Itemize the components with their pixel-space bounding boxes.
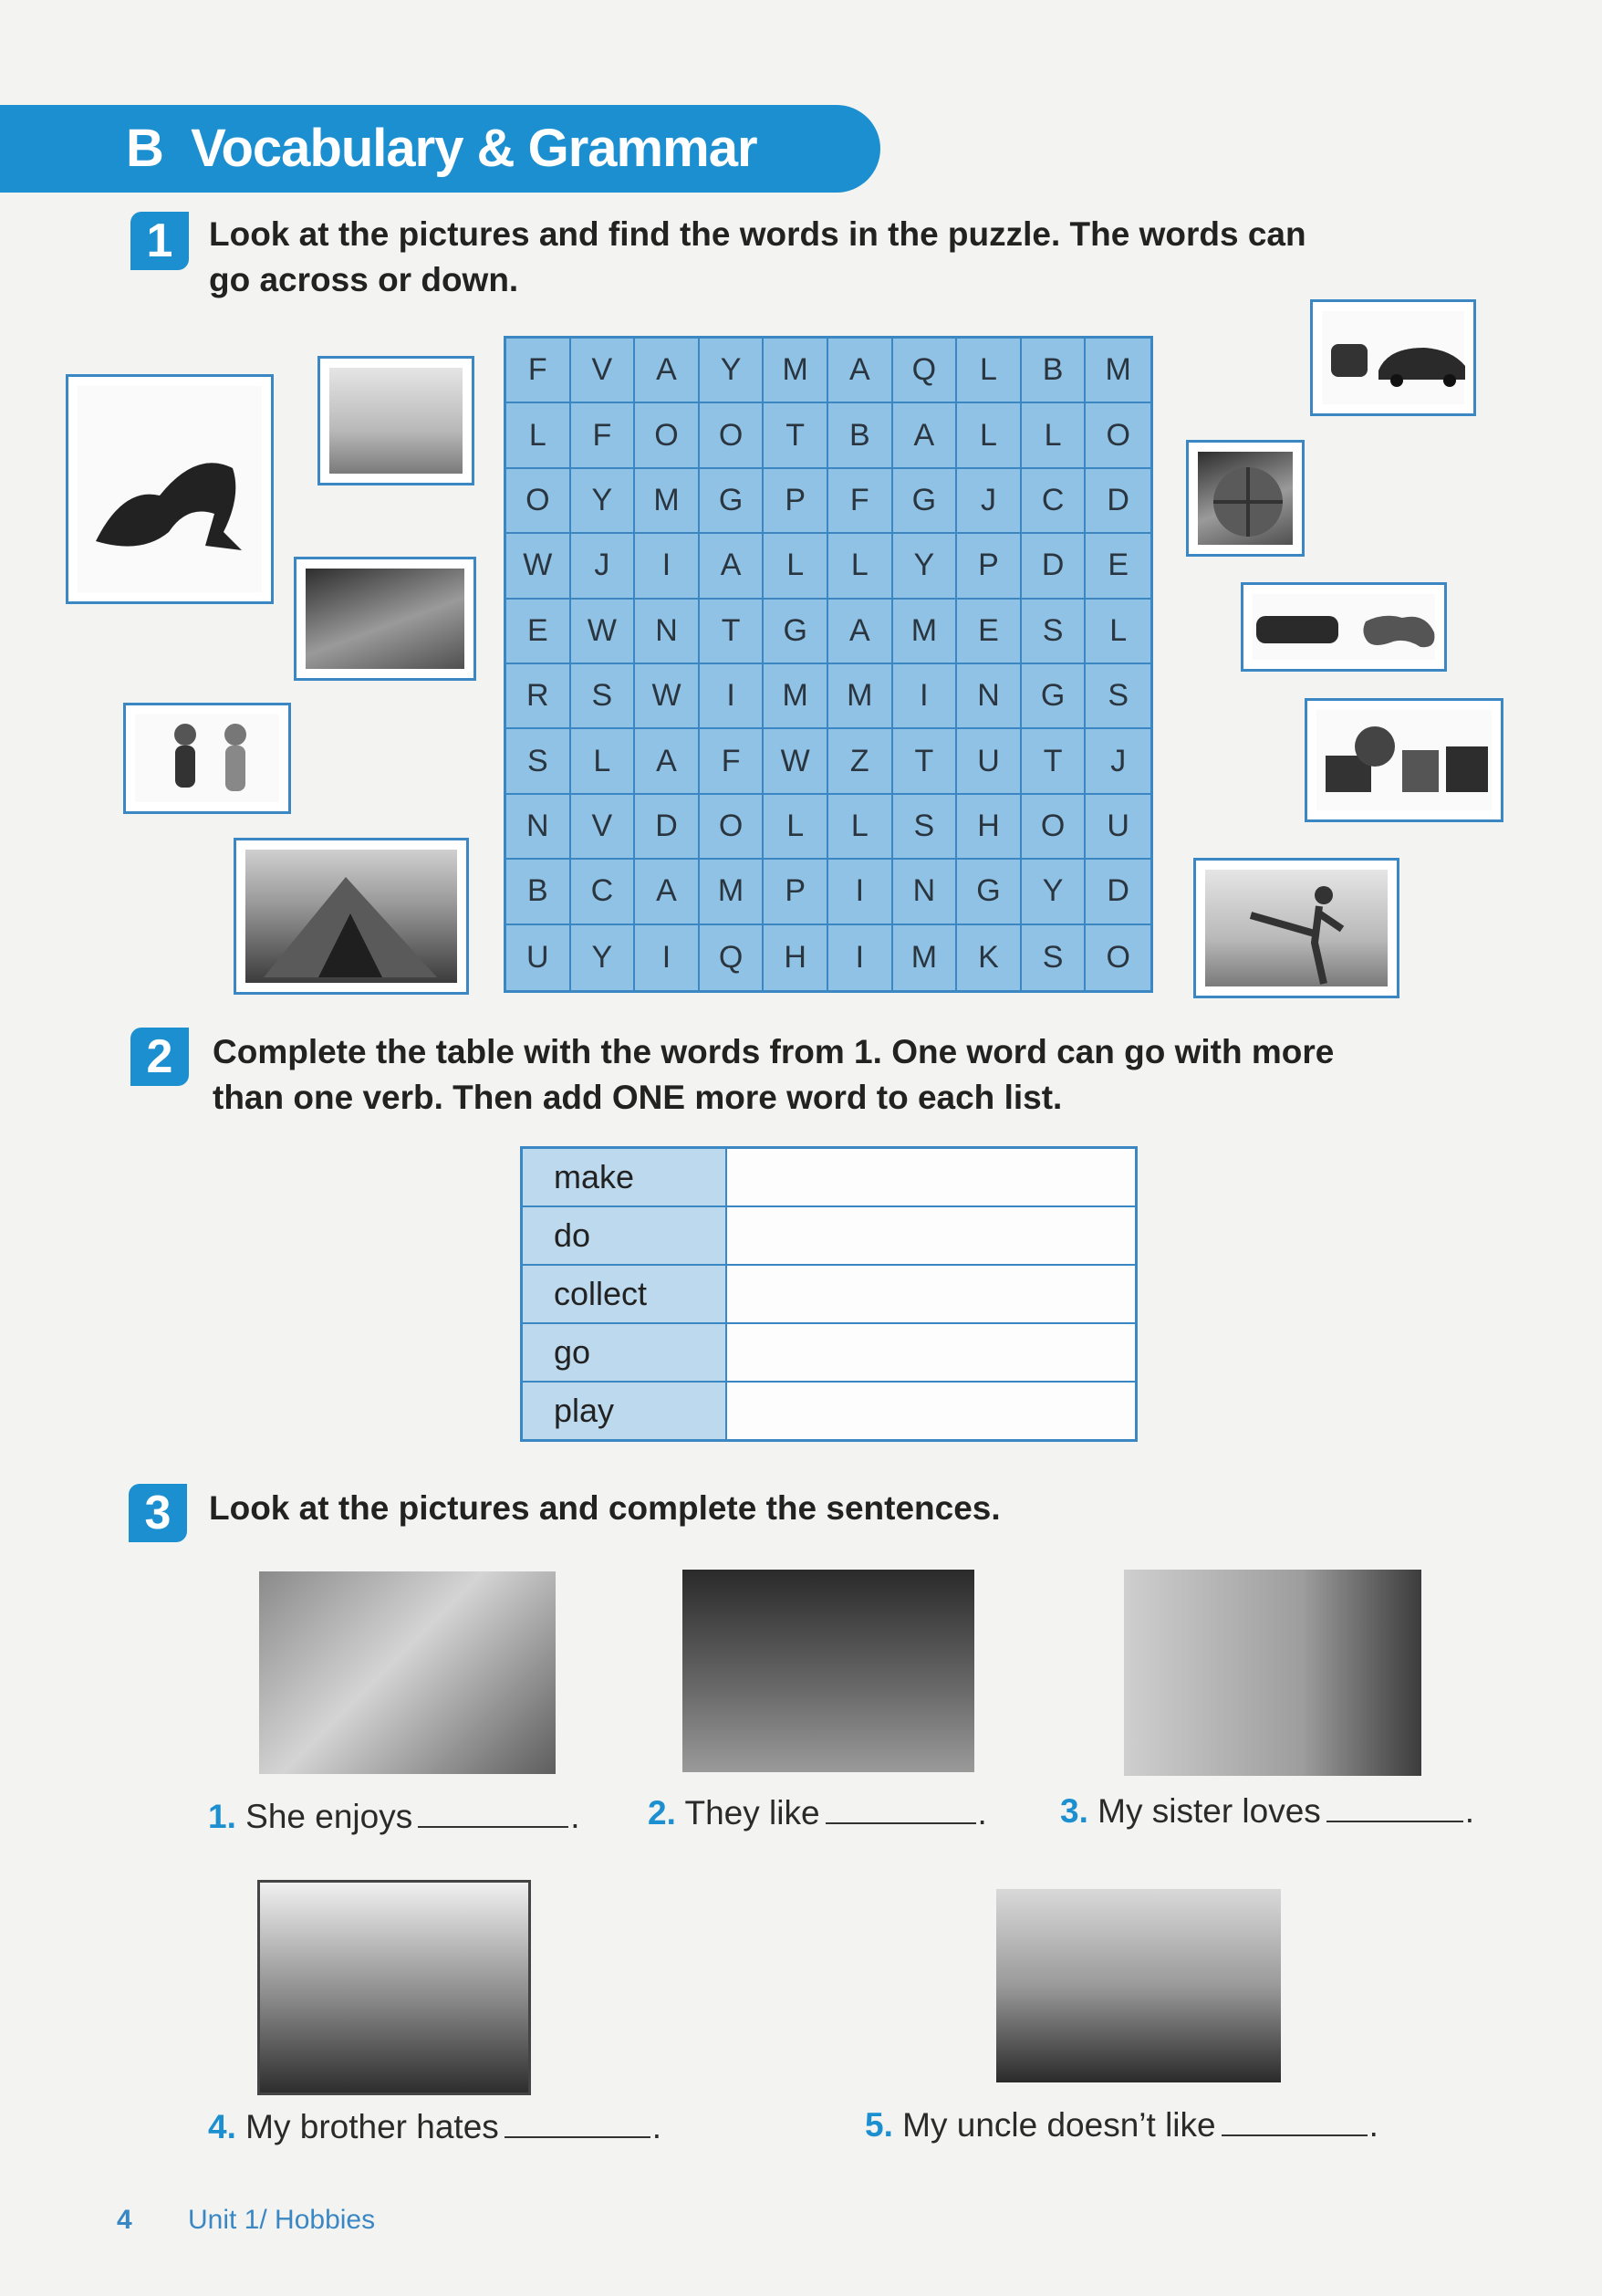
answer-blank[interactable] [1326, 1795, 1463, 1822]
toys-icon [1320, 719, 1493, 801]
verb-cell: go [522, 1323, 727, 1382]
sentence-number: 5. [865, 2106, 893, 2144]
puzzle-letter-cell[interactable]: A [635, 860, 700, 924]
puzzle-letter-cell[interactable]: Q [893, 339, 958, 403]
exercise-3-number: 3 [144, 1487, 172, 1539]
puzzle-letter-cell[interactable]: I [893, 664, 958, 729]
puzzle-letter-cell[interactable]: F [700, 729, 765, 794]
puzzle-letter-cell[interactable]: N [893, 860, 958, 924]
puzzle-letter-cell[interactable]: F [828, 469, 893, 534]
puzzle-letter-cell[interactable]: I [635, 534, 700, 599]
toy-cars-photo [1310, 299, 1476, 416]
football-photo [1186, 440, 1305, 557]
verb-cell: make [522, 1148, 727, 1207]
unit-label: Unit 1/ Hobbies [188, 2205, 376, 2235]
puzzle-letter-cell[interactable]: O [1022, 795, 1087, 860]
sentence-3: 3. My sister loves . [1060, 1792, 1475, 1830]
puzzle-letter-cell[interactable]: I [828, 860, 893, 924]
puzzle-letter-cell[interactable]: P [764, 860, 828, 924]
puzzle-letter-cell[interactable]: H [764, 925, 828, 990]
exercise-1-badge [130, 212, 189, 270]
exercise-3-instruction: Look at the pictures and complete the sentences. [209, 1489, 1001, 1527]
sentence-2: 2. They like . [648, 1794, 987, 1832]
yoga-photo [66, 374, 274, 604]
puzzle-letter-cell[interactable]: S [506, 729, 571, 794]
puzzle-letter-cell[interactable]: J [1086, 729, 1150, 794]
answer-blank[interactable] [505, 2111, 650, 2138]
sentence-4: 4. My brother hates . [208, 2108, 662, 2145]
exercise-2-instruction [213, 1029, 1508, 1121]
puzzle-letter-cell[interactable]: M [893, 600, 958, 664]
puzzle-letter-cell[interactable]: L [957, 403, 1022, 468]
puzzle-letter-cell[interactable]: S [1022, 925, 1087, 990]
puzzle-letter-cell[interactable]: V [571, 795, 636, 860]
puzzle-letter-cell[interactable]: W [635, 664, 700, 729]
puzzle-letter-cell[interactable]: M [828, 664, 893, 729]
puzzle-letter-cell[interactable]: D [1086, 469, 1150, 534]
puzzle-letter-cell[interactable]: N [506, 795, 571, 860]
puzzle-letter-cell[interactable]: E [957, 600, 1022, 664]
puzzle-letter-cell[interactable]: T [700, 600, 765, 664]
table-row [522, 1206, 1137, 1265]
puzzle-letter-cell[interactable]: Z [828, 729, 893, 794]
section-banner [0, 105, 880, 193]
puzzle-letter-cell[interactable]: G [893, 469, 958, 534]
table-row [522, 1382, 1137, 1441]
puzzle-letter-cell[interactable]: I [635, 925, 700, 990]
puzzle-letter-cell[interactable]: P [957, 534, 1022, 599]
puzzle-letter-cell[interactable]: N [957, 664, 1022, 729]
puzzle-letter-cell[interactable]: L [1022, 403, 1087, 468]
answer-blank[interactable] [418, 1800, 568, 1828]
puzzle-letter-cell[interactable]: W [506, 534, 571, 599]
puzzle-letter-cell[interactable]: Y [571, 925, 636, 990]
puzzle-letter-cell[interactable]: G [1022, 664, 1087, 729]
answer-cell[interactable] [726, 1148, 1137, 1207]
puzzle-letter-cell[interactable]: A [700, 534, 765, 599]
section-title: B Vocabulary & Grammar [126, 119, 757, 178]
cooking-photo [259, 1571, 556, 1774]
puzzle-letter-cell[interactable]: T [764, 403, 828, 468]
verb-table [520, 1146, 1138, 1442]
exercise-1-instruction-line-1: Look at the pictures and find the words in the puzzle. The words can [209, 215, 1306, 253]
puzzle-letter-cell[interactable]: M [635, 469, 700, 534]
puzzle-letter-cell[interactable]: G [700, 469, 765, 534]
puzzle-letter-cell[interactable]: W [764, 729, 828, 794]
puzzle-letter-cell[interactable]: U [1086, 795, 1150, 860]
puzzle-letter-cell[interactable]: P [764, 469, 828, 534]
singing-photo [996, 1889, 1281, 2082]
puzzle-letter-cell[interactable]: E [506, 600, 571, 664]
puzzle-letter-cell[interactable]: T [893, 729, 958, 794]
puzzle-letter-cell[interactable]: O [700, 403, 765, 468]
yoga-figure-icon [87, 432, 260, 559]
puzzle-letter-cell[interactable]: Y [1022, 860, 1087, 924]
puzzle-letter-cell[interactable]: H [957, 795, 1022, 860]
exercise-1-instruction [209, 212, 1504, 303]
puzzle-letter-cell[interactable]: M [764, 664, 828, 729]
puzzle-letter-cell[interactable]: K [957, 925, 1022, 990]
sentence-number: 4. [208, 2108, 236, 2145]
dolls-photo [123, 703, 291, 814]
exercise-2-instruction-line-1: Complete the table with the words from 1. One word can go with more [213, 1033, 1335, 1070]
puzzle-letter-cell[interactable]: A [828, 339, 893, 403]
puzzle-letter-cell[interactable]: I [828, 925, 893, 990]
puzzle-letter-cell[interactable]: J [957, 469, 1022, 534]
sentence-1: 1. She enjoys . [208, 1798, 580, 1835]
sentence-5: 5. My uncle doesn’t like . [865, 2106, 1378, 2144]
verb-cell: collect [522, 1265, 727, 1323]
ball-icon [1207, 461, 1289, 543]
puzzle-letter-cell[interactable]: T [1022, 729, 1087, 794]
puzzle-letter-cell[interactable]: L [764, 795, 828, 860]
puzzle-letter-cell[interactable]: R [506, 664, 571, 729]
puzzle-letter-cell[interactable]: A [635, 729, 700, 794]
answer-blank[interactable] [1222, 2109, 1368, 2136]
puzzle-letter-cell[interactable]: E [1086, 534, 1150, 599]
puzzle-letter-cell[interactable]: S [1022, 600, 1087, 664]
toy-cars-icon [1324, 329, 1470, 393]
puzzle-letter-cell[interactable]: A [828, 600, 893, 664]
swimming-photo [294, 557, 476, 681]
karate-photo [1193, 858, 1399, 998]
puzzle-letter-cell[interactable]: L [571, 729, 636, 794]
verb-cell: play [522, 1382, 727, 1441]
game-console-icon [1256, 605, 1439, 656]
puzzle-letter-cell[interactable]: L [957, 339, 1022, 403]
puzzle-letter-cell[interactable]: O [700, 795, 765, 860]
exercise-3-badge [129, 1484, 187, 1542]
puzzle-letter-cell[interactable]: L [1086, 600, 1150, 664]
sentence-text: My brother hates [245, 2108, 499, 2145]
magnifying-glass-photo [257, 1880, 531, 2095]
puzzle-letter-cell[interactable]: S [1086, 664, 1150, 729]
sentence-text: She enjoys [245, 1798, 413, 1835]
puzzle-letter-cell[interactable]: C [1022, 469, 1087, 534]
table-row [522, 1323, 1137, 1382]
sentence-number: 2. [648, 1794, 676, 1832]
puzzle-letter-cell[interactable]: Y [571, 469, 636, 534]
exercise-2-badge [130, 1028, 189, 1086]
puzzle-letter-cell[interactable]: L [828, 534, 893, 599]
puzzle-letter-cell[interactable]: L [506, 403, 571, 468]
dolls-icon [162, 715, 263, 806]
puzzle-letter-cell[interactable]: M [893, 925, 958, 990]
puzzle-letter-cell[interactable]: V [571, 339, 636, 403]
puzzle-letter-cell[interactable]: O [635, 403, 700, 468]
tent-icon [255, 859, 453, 986]
page-number: 4 [117, 2205, 132, 2235]
puzzle-letter-cell[interactable]: S [571, 664, 636, 729]
answer-cell[interactable] [726, 1206, 1137, 1265]
puzzle-letter-cell[interactable]: F [571, 403, 636, 468]
verb-cell: do [522, 1206, 727, 1265]
puzzle-letter-cell[interactable]: C [571, 860, 636, 924]
puzzle-letter-cell[interactable]: D [1022, 534, 1087, 599]
puzzle-letter-cell[interactable]: N [635, 600, 700, 664]
answer-blank[interactable] [826, 1797, 976, 1824]
exercise-1-instruction-line-2: go across or down. [209, 261, 519, 298]
puzzle-letter-cell[interactable]: F [506, 339, 571, 403]
puzzle-letter-cell[interactable]: A [635, 339, 700, 403]
sentence-text: My uncle doesn’t like [902, 2106, 1216, 2144]
puzzle-letter-cell[interactable]: G [764, 600, 828, 664]
sunflowers-photo [317, 356, 474, 485]
puzzle-letter-cell[interactable]: D [1086, 860, 1150, 924]
toys-photo [1305, 698, 1503, 822]
puzzle-letter-cell[interactable]: M [1086, 339, 1150, 403]
puzzle-letter-cell[interactable]: M [764, 339, 828, 403]
puzzle-letter-cell[interactable]: M [700, 860, 765, 924]
puzzle-letter-cell[interactable]: B [506, 860, 571, 924]
dancing-photo [682, 1570, 974, 1772]
puzzle-letter-cell[interactable]: D [635, 795, 700, 860]
word-search-grid [504, 336, 1153, 993]
puzzle-letter-cell[interactable]: Q [700, 925, 765, 990]
model-building-photo [1124, 1570, 1421, 1776]
exercise-2-number: 2 [146, 1030, 173, 1083]
table-row [522, 1148, 1137, 1207]
puzzle-letter-cell[interactable]: Y [893, 534, 958, 599]
camping-photo [234, 838, 469, 995]
answer-cell[interactable] [726, 1382, 1137, 1441]
answer-cell[interactable] [726, 1265, 1137, 1323]
sentence-number: 1. [208, 1798, 236, 1835]
puzzle-letter-cell[interactable]: U [506, 925, 571, 990]
video-games-photo [1241, 582, 1447, 672]
table-row [522, 1265, 1137, 1323]
puzzle-letter-cell[interactable]: U [957, 729, 1022, 794]
sentence-text: They like [684, 1794, 820, 1832]
exercise-2-instruction-line-2: than one verb. Then add ONE more word to each list. [213, 1079, 1063, 1116]
puzzle-letter-cell[interactable]: L [764, 534, 828, 599]
answer-cell[interactable] [726, 1323, 1137, 1382]
exercise-1-number: 1 [146, 214, 173, 267]
puzzle-letter-cell[interactable]: O [506, 469, 571, 534]
puzzle-letter-cell[interactable]: A [893, 403, 958, 468]
puzzle-letter-cell[interactable]: G [957, 860, 1022, 924]
puzzle-letter-cell[interactable]: O [1086, 403, 1150, 468]
puzzle-letter-cell[interactable]: O [1106, 939, 1130, 975]
sentence-number: 3. [1060, 1792, 1088, 1830]
karate-kick-icon [1233, 879, 1369, 988]
puzzle-letter-cell[interactable]: B [1022, 339, 1087, 403]
puzzle-letter-cell[interactable]: Y [700, 339, 765, 403]
puzzle-letter-cell[interactable]: L [828, 795, 893, 860]
puzzle-letter-cell[interactable]: J [571, 534, 636, 599]
puzzle-letter-cell[interactable]: S [893, 795, 958, 860]
sentence-text: My sister loves [1097, 1792, 1321, 1830]
puzzle-letter-cell[interactable]: B [828, 403, 893, 468]
puzzle-letter-cell[interactable]: W [571, 600, 636, 664]
puzzle-letter-cell[interactable]: I [700, 664, 765, 729]
